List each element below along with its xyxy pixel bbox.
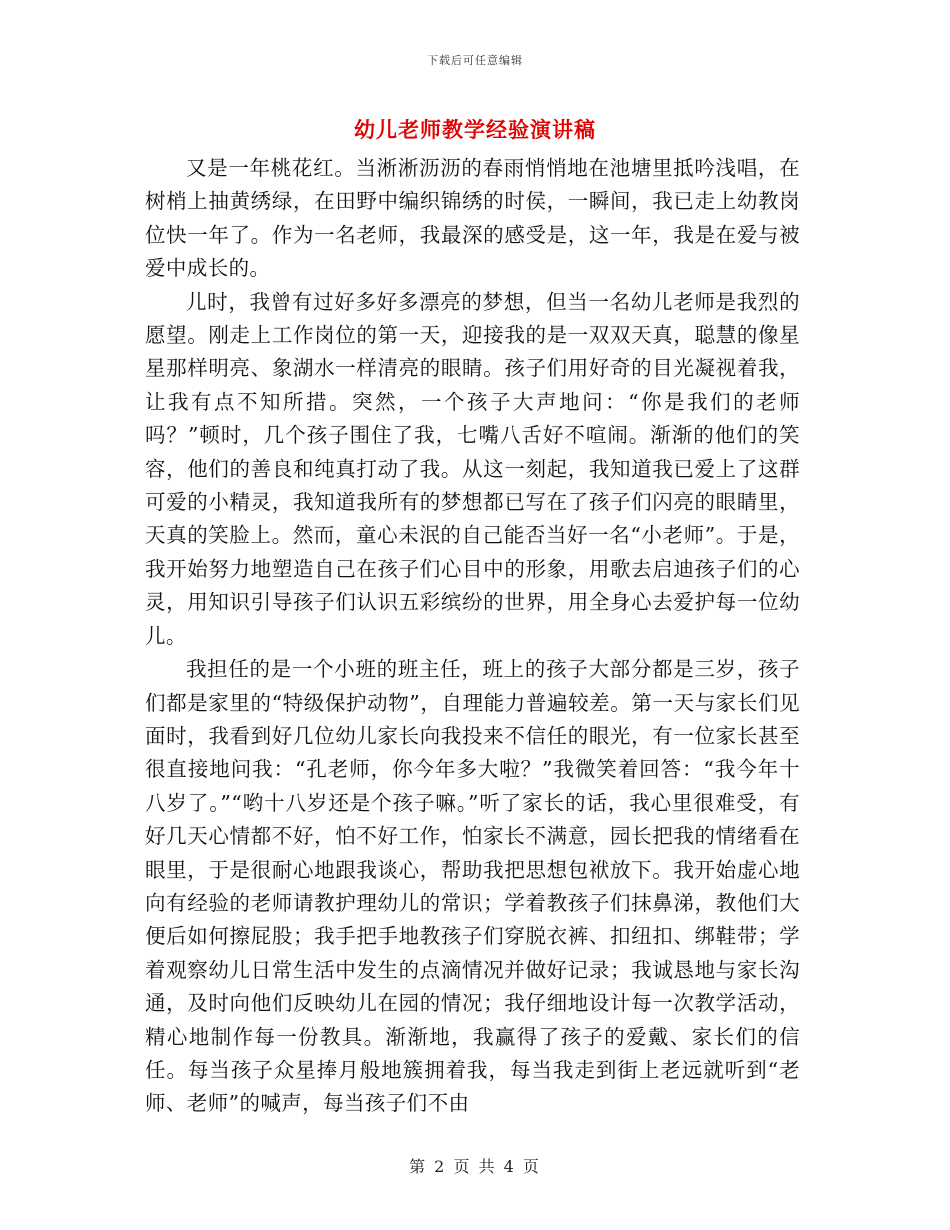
page-header-note: 下载后可任意编辑 (427, 54, 523, 67)
page-number: 第 2 页 共 4 页 (409, 1157, 541, 1176)
paragraph-1: 又是一年桃花红。当淅淅沥沥的春雨悄悄地在池塘里抵吟浅唱，在树梢上抽黄绣绿，在田野中编织锦绣的时侯，一瞬间，我已走上幼教岗位快一年了。作为一名老师，我最深的感受是，这一年，我是在爱与被爱中成长的。 (145, 156, 800, 281)
paragraph-2: 儿时，我曾有过好多好多漂亮的梦想，但当一名幼儿老师是我烈的愿望。刚走上工作岗位的第一天，迎接我的是一双双天真，聪慧的像星星那样明亮、象湖水一样清亮的眼睛。孩子们用好奇的目光凝视着我，让我有点不知所措。突然，一个孩子大声地问：“你是我们的老师吗？”顿时，几个孩子围住了我，七嘴八舌好不喧闹。渐渐的他们的笑容，他们的善良和纯真打动了我。从这一刻起，我知道我已爱上了这群可爱的小精灵，我知道我所有的梦想都已写在了孩子们闪亮的眼睛里，天真的笑脸上。然而，童心未泯的自己能否当好一名“小老师”。于是，我开始努力地塑造自己在孩子们心目中的形象，用歌去启迪孩子们的心灵，用知识引导孩子们认识五彩缤纷的世界，用全身心去爱护每一位幼儿。 (145, 289, 800, 648)
document-body (145, 152, 800, 1121)
paragraph-3: 我担任的是一个小班的班主任，班上的孩子大部分都是三岁，孩子们都是家里的“特级保护动物”，自理能力普遍较差。第一天与家长们见面时，我看到好几位幼儿家长向我投来不信任的眼光，有一位家长甚至很直接地问我：“孔老师，你今年多大啦？”我微笑着回答：“我今年十八岁了。”“哟十八岁还是个孩子嘛。”听了家长的话，我心里很难受，有好几天心情都不好，怕不好工作，怕家长不满意，园长把我的情绪看在眼里，于是很耐心地跟我谈心，帮助我把思想包袱放下。我开始虚心地向有经验的老师请教护理幼儿的常识；学着教孩子们抹鼻涕，教他们大便后如何擦屁股；我手把手地教孩子们穿脱衣裤、扣纽扣、绑鞋带；学着观察幼儿日常生活中发生的点滴情况并做好记录；我诚恳地与家长沟通，及时向他们反映幼儿在园的情况；我仔细地设计每一次教学活动，精心地制作每一份教具。渐渐地，我赢得了孩子的爱戴、家长们的信任。每当孩子众星捧月般地簇拥着我，每当我走到街上老远就听到“老师、老师”的喊声，每当孩子们不由 (145, 657, 800, 1116)
document-title: 幼儿老师教学经验演讲稿 (354, 118, 596, 142)
